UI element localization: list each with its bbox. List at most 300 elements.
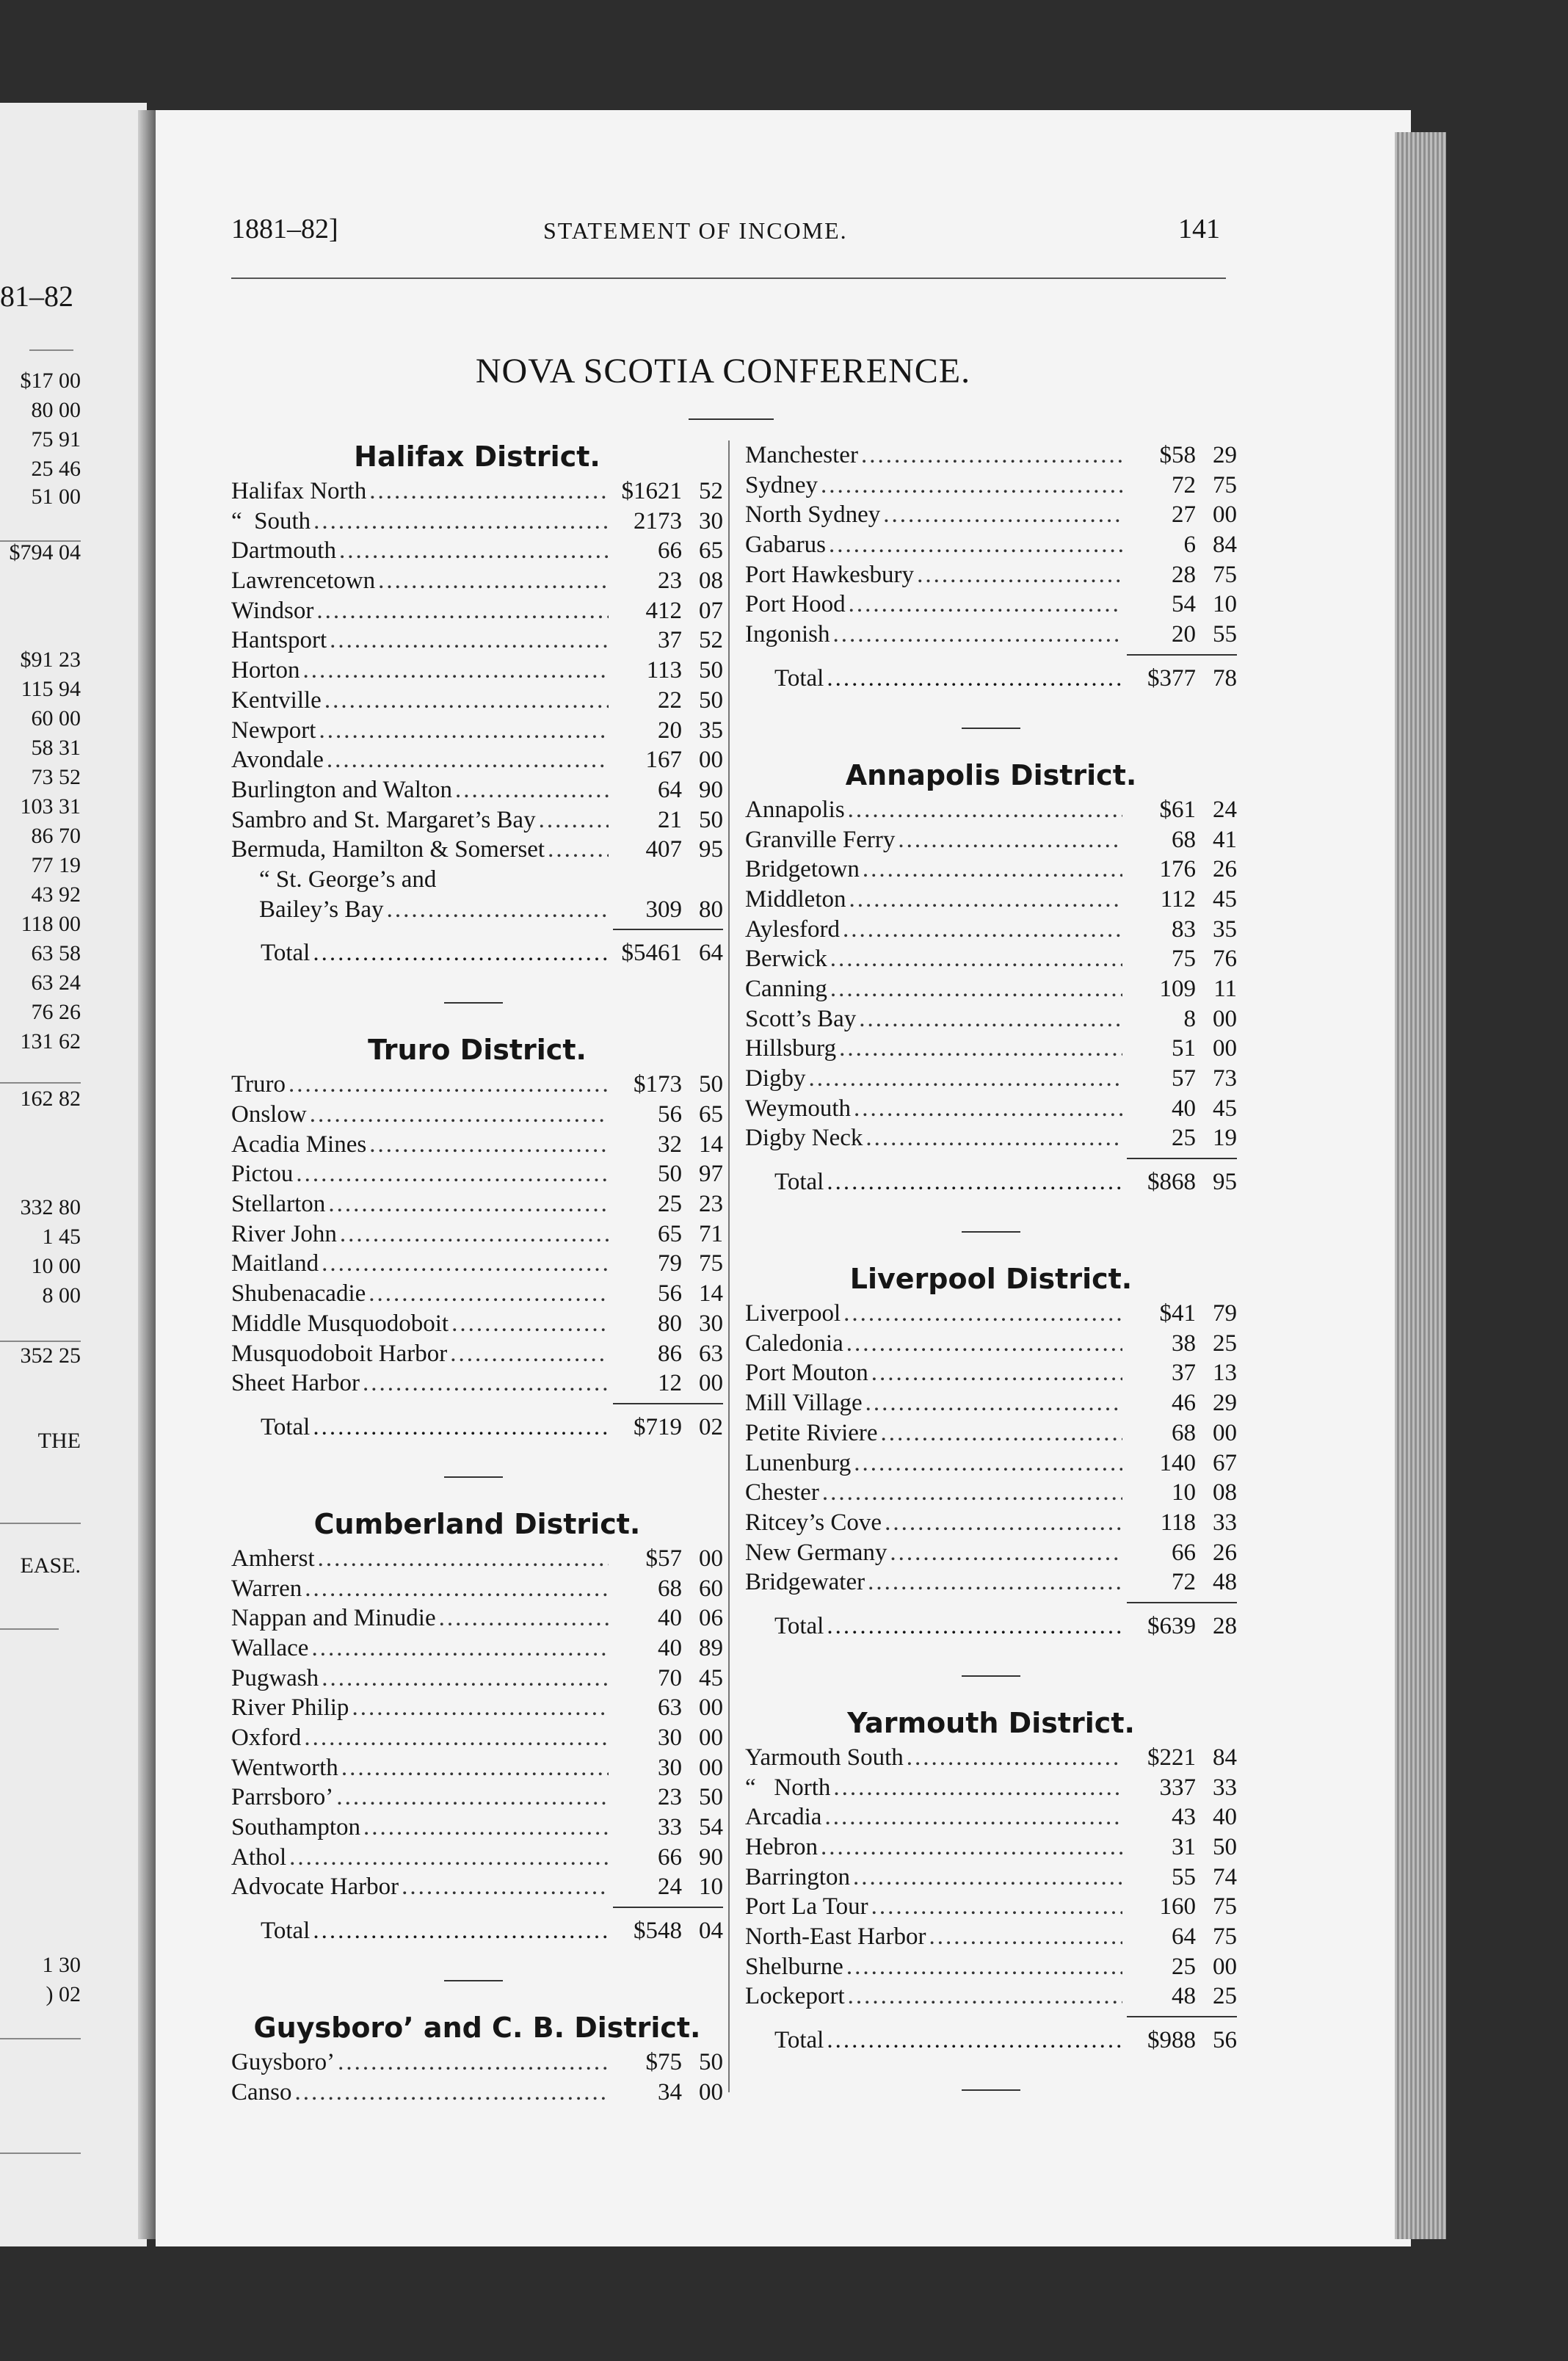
- dollar-amount: 22: [658, 686, 682, 714]
- leader-dots: [363, 1368, 609, 1398]
- leader-dots: [288, 1070, 609, 1099]
- income-row: [231, 566, 723, 596]
- left-column: [231, 437, 723, 2108]
- leader-dots: [363, 1813, 609, 1842]
- income-row: [231, 716, 723, 746]
- cents-amount: 75: [1213, 471, 1237, 498]
- income-row: [745, 1922, 1237, 1952]
- income-row: [745, 1832, 1237, 1863]
- sum-rule: [231, 1399, 723, 1409]
- cents-amount: 48: [1213, 1569, 1237, 1596]
- facing-page-line: 131 62: [20, 1029, 81, 1053]
- dollar-amount: 40: [1172, 1095, 1196, 1122]
- cents-amount: 50: [699, 806, 723, 833]
- cents-amount: 06: [699, 1605, 723, 1632]
- dollar-amount: 51: [1172, 1035, 1196, 1062]
- section-separator: [745, 704, 1237, 755]
- circuit-name: Wentworth: [231, 1754, 338, 1781]
- running-head-title: STATEMENT OF INCOME.: [543, 217, 848, 244]
- cents-amount: 00: [699, 747, 723, 774]
- income-row: [231, 476, 723, 507]
- leader-dots: [451, 1309, 609, 1338]
- leader-dots: [341, 1753, 609, 1782]
- section-separator: [745, 2066, 1237, 2117]
- leader-dots: [304, 1723, 609, 1752]
- circuit-name: “ South: [231, 507, 311, 534]
- dollar-amount: 64: [1172, 1923, 1196, 1951]
- leader-dots: [316, 596, 609, 625]
- cents-amount: 97: [699, 1161, 723, 1188]
- total-cents: 28: [1213, 1612, 1237, 1639]
- dollar-amount: $41: [1159, 1300, 1196, 1327]
- facing-page-line: 73 52: [31, 765, 81, 789]
- income-row: [231, 1368, 723, 1399]
- cents-amount: 54: [699, 1814, 723, 1841]
- facing-page-line: 10 00: [31, 1254, 81, 1278]
- dollar-amount: 32: [658, 1131, 682, 1158]
- leader-dots: [854, 1448, 1122, 1478]
- dollar-amount: 43: [1172, 1804, 1196, 1831]
- cents-amount: 35: [1213, 915, 1237, 943]
- circuit-name: Avondale: [231, 747, 324, 774]
- income-row: [231, 2048, 723, 2078]
- circuit-name: Hillsburg: [745, 1035, 837, 1062]
- dollar-amount: 24: [658, 1874, 682, 1901]
- facing-page-line: 80 00: [31, 398, 81, 422]
- facing-page-line: 43 92: [31, 882, 81, 907]
- leader-dots: [848, 795, 1122, 824]
- sum-rule: [745, 2012, 1237, 2022]
- cents-amount: 50: [699, 1071, 723, 1098]
- total-dollars: $377: [1147, 664, 1196, 692]
- income-row: [231, 1664, 723, 1694]
- facing-page-line: 58 31: [31, 736, 81, 760]
- facing-page-line: 51 00: [31, 485, 81, 509]
- income-row: [231, 1159, 723, 1189]
- total-label: Total: [774, 1612, 824, 1639]
- leader-dots: [455, 775, 609, 805]
- income-row: [745, 1743, 1237, 1773]
- income-row: [745, 1123, 1237, 1153]
- circuit-name: Weymouth: [745, 1095, 851, 1122]
- facing-page-rule: [0, 1523, 81, 1524]
- income-row: [231, 1753, 723, 1783]
- cents-amount: 84: [1213, 532, 1237, 559]
- cents-amount: 75: [1213, 1893, 1237, 1921]
- total-dollars: $639: [1147, 1612, 1196, 1639]
- leader-dots: [849, 885, 1123, 914]
- leader-dots: [846, 1952, 1122, 1981]
- dollar-amount: 56: [658, 1101, 682, 1128]
- leader-dots: [322, 1664, 609, 1693]
- facing-page-line: 352 25: [20, 1343, 81, 1368]
- sum-rule: [231, 924, 723, 935]
- total-label: Total: [774, 2027, 824, 2054]
- column-divider: [728, 440, 730, 2092]
- cents-amount: 11: [1213, 975, 1237, 1002]
- circuit-name: Liverpool: [745, 1300, 841, 1327]
- circuit-name: Warren: [231, 1575, 302, 1602]
- leader-dots: [861, 440, 1122, 470]
- facing-page-rule: [0, 1628, 59, 1630]
- cents-amount: 65: [699, 1101, 723, 1128]
- dollar-amount: 65: [658, 1220, 682, 1247]
- dollar-amount: 140: [1159, 1449, 1196, 1476]
- leader-dots: [890, 1538, 1122, 1567]
- dollar-amount: 40: [658, 1634, 682, 1661]
- circuit-name: Canso: [231, 2078, 292, 2106]
- leader-dots: [310, 1100, 609, 1129]
- dollar-amount: 167: [645, 747, 682, 774]
- dollar-amount: 68: [1172, 826, 1196, 853]
- cents-amount: 14: [699, 1131, 723, 1158]
- section-separator: [231, 1956, 723, 2008]
- district-total: [745, 1608, 1237, 1652]
- cents-amount: 29: [1213, 1390, 1237, 1417]
- circuit-name: Barrington: [745, 1863, 850, 1890]
- dollar-amount: 28: [1172, 561, 1196, 588]
- cents-amount: 08: [699, 567, 723, 595]
- circuit-name: Bailey’s Bay: [259, 896, 384, 923]
- dollar-amount: $61: [1159, 796, 1196, 823]
- leader-dots: [827, 1608, 1122, 1644]
- leader-dots: [369, 1279, 609, 1308]
- facing-page-rule: [0, 1082, 81, 1084]
- leader-dots: [827, 660, 1122, 697]
- cents-amount: 00: [1213, 501, 1237, 529]
- income-row: [745, 1004, 1237, 1034]
- cents-amount: 60: [699, 1575, 723, 1602]
- cents-amount: 00: [699, 1370, 723, 1397]
- circuit-name: Wallace: [231, 1634, 309, 1661]
- dollar-amount: 66: [658, 1843, 682, 1871]
- circuit-name: Gabarus: [745, 532, 826, 559]
- cents-amount: 33: [1213, 1774, 1237, 1801]
- circuit-name: Burlington and Walton: [231, 776, 453, 803]
- dollar-amount: 10: [1172, 1479, 1196, 1506]
- total-label: Total: [261, 1413, 311, 1440]
- cents-amount: 45: [1213, 885, 1237, 913]
- sum-rule: [745, 1597, 1237, 1608]
- circuit-name: Athol: [231, 1843, 287, 1871]
- facing-page-line: 63 58: [31, 941, 81, 965]
- cents-amount: 80: [699, 896, 723, 923]
- leader-dots: [324, 686, 609, 715]
- cents-amount: 14: [699, 1280, 723, 1308]
- circuit-name: Middle Musquodoboit: [231, 1310, 449, 1337]
- facing-page-line: 8 00: [42, 1283, 81, 1308]
- income-row: [745, 1299, 1237, 1329]
- title-rule: [689, 418, 774, 420]
- dollar-amount: 57: [1172, 1065, 1196, 1092]
- leader-dots: [833, 1773, 1122, 1802]
- cents-amount: 50: [699, 2049, 723, 2076]
- section-separator: [231, 1453, 723, 1504]
- dollar-amount: 72: [1172, 1569, 1196, 1596]
- facing-page-line: 115 94: [21, 677, 81, 701]
- income-row: [745, 944, 1237, 974]
- cents-amount: 71: [699, 1220, 723, 1247]
- leader-dots: [848, 1981, 1122, 2011]
- income-row: [231, 1603, 723, 1633]
- conference-title: NOVA SCOTIA CONFERENCE.: [475, 352, 971, 391]
- cents-amount: 50: [1213, 1834, 1237, 1860]
- dollar-amount: 56: [658, 1280, 682, 1308]
- income-row: [745, 1358, 1237, 1388]
- cents-amount: 33: [1213, 1509, 1237, 1536]
- leader-dots: [336, 1782, 609, 1812]
- cents-amount: 50: [699, 657, 723, 684]
- circuit-name: Sydney: [745, 471, 818, 498]
- dollar-amount: 118: [1160, 1509, 1196, 1536]
- dollar-amount: 33: [658, 1814, 682, 1841]
- leader-dots: [827, 2022, 1122, 2059]
- leader-dots: [854, 1094, 1122, 1123]
- leader-dots: [833, 620, 1123, 649]
- income-row: [231, 745, 723, 775]
- cents-amount: 10: [699, 1874, 723, 1901]
- income-row: [745, 1034, 1237, 1064]
- income-row: [745, 1329, 1237, 1359]
- page-number: 141: [1178, 214, 1220, 244]
- circuit-name: Annapolis: [745, 796, 845, 823]
- cents-amount: 63: [699, 1340, 723, 1367]
- district-heading: Truro District.: [368, 1034, 587, 1067]
- cents-amount: 35: [699, 717, 723, 744]
- cents-amount: 50: [699, 1784, 723, 1811]
- facing-page-line: 75 91: [31, 427, 81, 451]
- dollar-amount: $1621: [621, 478, 682, 504]
- income-row: [231, 1544, 723, 1574]
- leader-dots: [881, 1418, 1122, 1448]
- leader-dots: [378, 566, 609, 595]
- circuit-name: Stellarton: [231, 1191, 326, 1218]
- total-dollars: $5461: [621, 940, 682, 967]
- facing-page-line: 76 26: [31, 1000, 81, 1024]
- total-dollars: $868: [1147, 1169, 1196, 1196]
- cents-amount: 79: [1213, 1300, 1237, 1327]
- right-column: [745, 440, 1237, 2117]
- facing-page-line: THE: [37, 1429, 81, 1453]
- facing-page-line: EASE.: [20, 1553, 81, 1578]
- income-row: [231, 895, 723, 925]
- dollar-amount: 160: [1159, 1893, 1196, 1921]
- leader-dots: [846, 1329, 1122, 1358]
- cents-amount: 00: [699, 2078, 723, 2106]
- cents-amount: 40: [1213, 1804, 1237, 1831]
- section-separator: [745, 1208, 1237, 1259]
- leader-dots: [849, 590, 1122, 619]
- leader-dots: [369, 476, 609, 506]
- cents-amount: 75: [699, 1250, 723, 1277]
- facing-page-line: 1 30: [42, 1953, 81, 1977]
- leader-dots: [338, 2048, 609, 2077]
- dollar-amount: 112: [1160, 885, 1196, 913]
- cents-amount: 30: [699, 1310, 723, 1337]
- income-row: [745, 1448, 1237, 1479]
- sum-rule: [745, 1153, 1237, 1164]
- section-separator: [231, 979, 723, 1030]
- cents-amount: 13: [1213, 1360, 1237, 1387]
- leader-dots: [821, 471, 1122, 500]
- district-heading: Annapolis District.: [845, 758, 1137, 791]
- dollar-amount: 86: [658, 1340, 682, 1367]
- total-cents: 02: [699, 1413, 723, 1440]
- income-row: [745, 1064, 1237, 1094]
- leader-dots: [548, 835, 609, 864]
- income-row: [745, 471, 1237, 501]
- circuit-name: Port Hood: [745, 591, 846, 618]
- facing-page-line: ) 02: [46, 1982, 81, 2006]
- circuit-name: Hantsport: [231, 627, 327, 654]
- dollar-amount: 23: [658, 1784, 682, 1811]
- cents-amount: 00: [699, 1724, 723, 1751]
- cents-amount: 76: [1213, 946, 1237, 973]
- leader-dots: [885, 1508, 1122, 1537]
- facing-page-line: 86 70: [31, 824, 81, 848]
- dollar-amount: 79: [658, 1250, 682, 1277]
- income-row: [745, 1952, 1237, 1982]
- cents-amount: 00: [1213, 1419, 1237, 1446]
- cents-amount: 00: [1213, 1035, 1237, 1062]
- cents-amount: 65: [699, 537, 723, 565]
- income-row: [231, 507, 723, 537]
- dollar-amount: 8: [1183, 1005, 1196, 1032]
- cents-amount: 55: [1213, 621, 1237, 648]
- dollar-amount: 80: [658, 1310, 682, 1337]
- cents-amount: 00: [1213, 1005, 1237, 1032]
- income-row: [745, 974, 1237, 1004]
- cents-amount: 67: [1213, 1449, 1237, 1476]
- cents-amount: 19: [1213, 1125, 1237, 1152]
- facing-page-line: 1 45: [42, 1225, 81, 1249]
- total-cents: 64: [699, 940, 723, 967]
- total-label: Total: [774, 664, 824, 692]
- cents-amount: 29: [1213, 442, 1237, 468]
- circuit-name: Horton: [231, 657, 300, 684]
- leader-dots: [871, 1358, 1122, 1388]
- dollar-amount: 20: [1172, 621, 1196, 648]
- facing-page-line: 332 80: [20, 1195, 81, 1219]
- income-row: [231, 1633, 723, 1664]
- facing-page-line: $91 23: [20, 648, 81, 672]
- income-row: [745, 1773, 1237, 1803]
- leader-dots: [929, 1922, 1122, 1951]
- circuit-name: Pictou: [231, 1161, 294, 1188]
- cents-amount: 23: [699, 1191, 723, 1218]
- income-row: [231, 1100, 723, 1130]
- circuit-name: Mill Village: [745, 1390, 863, 1417]
- total-cents: 95: [1213, 1169, 1237, 1196]
- page-edges: [1395, 132, 1446, 2239]
- income-row: [745, 1094, 1237, 1124]
- facing-page-fragment: [0, 103, 147, 2246]
- income-row: [231, 686, 723, 716]
- facing-page-header: 81–82: [0, 280, 73, 313]
- leader-dots: [830, 974, 1122, 1004]
- dollar-amount: 68: [1172, 1419, 1196, 1446]
- cents-amount: 75: [1213, 1923, 1237, 1951]
- income-row: [745, 530, 1237, 560]
- cents-amount: 26: [1213, 1539, 1237, 1566]
- income-row: [745, 1802, 1237, 1832]
- circuit-name: River John: [231, 1220, 337, 1247]
- facing-page-line: 25 46: [31, 457, 81, 481]
- circuit-name: Berwick: [745, 946, 827, 973]
- circuit-name: Ingonish: [745, 621, 830, 648]
- income-row: [745, 1418, 1237, 1448]
- income-row: [745, 915, 1237, 945]
- dollar-amount: 412: [645, 597, 682, 624]
- dollar-amount: 63: [658, 1694, 682, 1722]
- district-heading: Guysboro’ and C. B. District.: [253, 2012, 701, 2045]
- dollar-amount: 6: [1183, 532, 1196, 559]
- income-row: [231, 1813, 723, 1843]
- dollar-amount: 20: [658, 717, 682, 744]
- leader-dots: [289, 1843, 609, 1872]
- leader-dots: [853, 1863, 1122, 1892]
- circuit-name: Chester: [745, 1479, 819, 1506]
- cents-amount: 00: [1213, 1953, 1237, 1980]
- income-row: [231, 1219, 723, 1250]
- facing-page-line: $17 00: [20, 369, 81, 393]
- leader-dots: [339, 536, 609, 565]
- facing-page-line: 63 24: [31, 971, 81, 995]
- income-row: [231, 625, 723, 656]
- leader-dots: [822, 1478, 1122, 1507]
- cents-amount: 45: [699, 1664, 723, 1691]
- total-dollars: $548: [634, 1918, 682, 1945]
- leader-dots: [917, 560, 1122, 590]
- circuit-name: Bermuda, Hamilton & Somerset: [231, 836, 545, 863]
- leader-dots: [387, 895, 609, 924]
- income-row: [745, 1567, 1237, 1597]
- district-total: [231, 1409, 723, 1453]
- circuit-name: Digby Neck: [745, 1125, 863, 1152]
- income-row: [745, 855, 1237, 885]
- income-row: [231, 1574, 723, 1604]
- leader-dots: [539, 805, 609, 835]
- circuit-name: Shubenacadie: [231, 1280, 366, 1308]
- leader-dots: [898, 825, 1122, 855]
- income-row: [745, 1863, 1237, 1893]
- cents-amount: 84: [1213, 1744, 1237, 1771]
- total-label: Total: [261, 940, 311, 967]
- leader-dots: [340, 1219, 609, 1249]
- dollar-amount: 27: [1172, 501, 1196, 529]
- district-heading: Liverpool District.: [849, 1263, 1133, 1296]
- leader-dots: [313, 1409, 609, 1446]
- dollar-amount: 40: [658, 1605, 682, 1632]
- circuit-name: Dartmouth: [231, 537, 336, 565]
- leader-dots: [450, 1339, 609, 1368]
- income-row: [231, 835, 723, 865]
- cents-amount: 25: [1213, 1983, 1237, 2010]
- leader-dots: [863, 855, 1122, 884]
- circuit-name: Bridgewater: [745, 1569, 865, 1596]
- dollar-amount: 25: [1172, 1953, 1196, 1980]
- dollar-amount: 68: [658, 1575, 682, 1602]
- dollar-amount: 2173: [634, 507, 682, 534]
- circuit-name: Caledonia: [745, 1330, 843, 1357]
- income-row: [745, 1981, 1237, 2012]
- district-heading: Cumberland District.: [313, 1507, 641, 1540]
- circuit-name: Arcadia: [745, 1804, 822, 1831]
- cents-amount: 89: [699, 1634, 723, 1661]
- circuit-name: Acadia Mines: [231, 1131, 367, 1158]
- circuit-name: Scott’s Bay: [745, 1005, 857, 1032]
- cents-amount: 52: [699, 478, 723, 504]
